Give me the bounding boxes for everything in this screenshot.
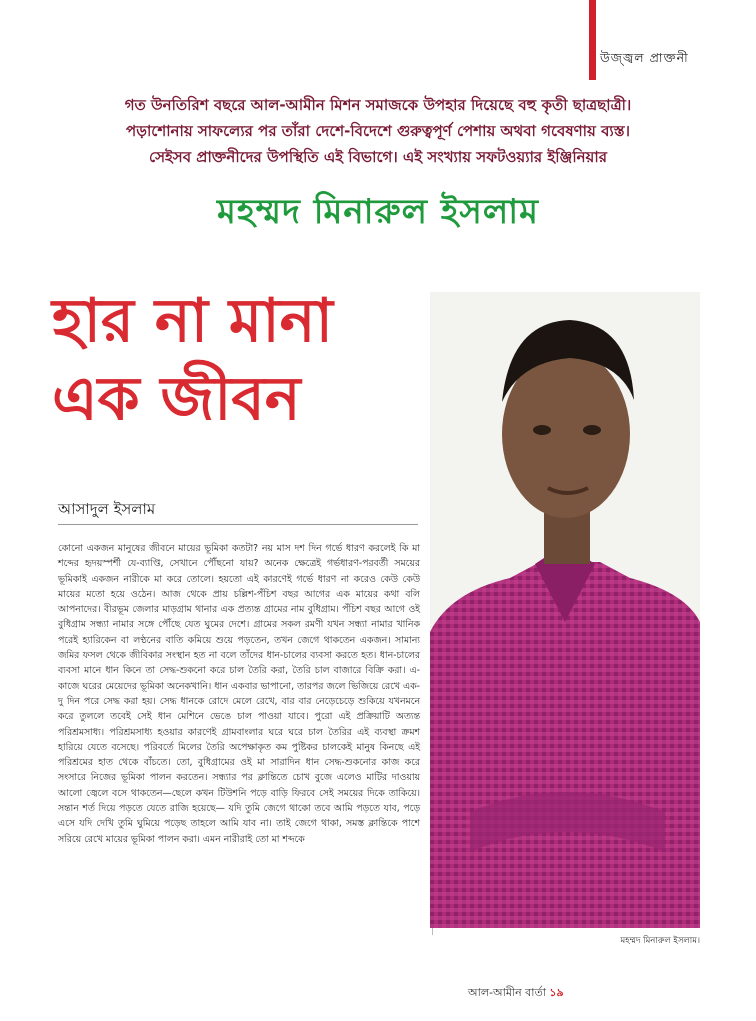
article-body: কোনো একজন মানুষের জীবনে মায়ের ভূমিকা কতটা? নয় মাস দশ দিন গর্ভে ধারণ করলেই কি মা শব্দের হৃদয়স্পর্শী যে-ব্যাপ্তি, সেখানে পৌঁছনো যায়? অনেক ক্ষেত্রেই গর্ভধারণ-পরবর্তী সময়ের ভূমিকাই একজন নারীকে মা করে তোলে। হয়তো এই কারণেই গর্ভে ধারণ না করেও কেউ কেউ মায়ের মতো হয়ে ওঠেন। আজ থেকে প্রায় চল্লিশ-পঁচিশ বছর আগের এক মায়ের কথা বলি আপনাদের। বীরভূম জেলার মাড়গ্রাম থানার এক প্রত্যন্ত গ্রামের নাম বুধিগ্রাম। পঁচিশ বছর আগে ওই বুধিগ্রাম সন্ধ্যা নামার সঙ্গে পৌঁছে যেত ঘুমের দেশে। গ্রামের সকল রমণী যখন সন্ধ্যা নামার খানিক পরেই হ্যারিকেন বা লণ্ঠনের বাতি কমিয়ে শুয়ে পড়তেন, তখন জেগে থাকতেন একজন। সামান্য জমির ফসল থেকে জীবিকার সংস্থান হত না বলে তাঁদের ধান-চালের ব্যবসা করতে হত। ধান-চালের ব্যবসা মানে ধান কিনে তা সেদ্ধ-শুকনো করে চাল তৈরি করা, তৈরি চাল বাজারে বিক্রি করা। এ-কাজে ঘরের মেয়েদের ভূমিকা অনেকখানি। ধান একবার ভাপানো, তারপর জলে ভিজিয়ে রেখে এক-দু দিন পরে সেদ্ধ করা হয়। সেদ্ধ ধানকে রোদে মেলে রেখে, বার বার নেড়েচেড়ে শুকিয়ে যখনমনে করে তুললে তবেই সেই ধান মেশিনে ভেঙে চাল পাওয়া যাবে। পুরো এই প্রক্রিয়াটি অত্যন্ত পরিশ্রমসাধ্য। পরিশ্রমসাধ্য হওয়ার কারণেই গ্রামবাংলার ঘরে ঘরে চাল তৈরির এই ব্যবস্থা ক্রমশ হারিয়ে যেতে বসেছে। পরিবর্তে মিলের তৈরি অপেক্ষাকৃত কম পুষ্টিকর চালকেই মানুষ কিনছে এই পরিশ্রমের হাত থেকে বাঁচতে। তো, বুধিগ্রামের ওই মা সারাদিন ধান সেদ্ধ-শুকনোর কাজ করে সংসারে নিজের ভূমিকা পালন করতেন। সন্ধ্যার পর ক্লান্তিতে চোখ বুজে এলেও মাটির দাওয়ায় আলো জ্বেলে বসে থাকতেন—ছেলে কখন টিউশনি পড়ে বাড়ি ফিরবে সেই সময়ের দিকে তাকিয়ে। সন্তান শর্ত দিয়ে পড়তে যেতে রাজি হয়েছে— যদি তুমি জেগে থাকো তবে আমি পড়তে যাব, পড়ে এসে যদি দেখি তুমি ঘুমিয়ে পড়েছ তাহলে আমি যাব না। তাই জেগে থাকা, সমস্ত ক্লান্তিকে পাশে সরিয়ে রেখে মায়ের ভূমিকা পালন করা। এমন নারীরাই তো মা শব্দকে (58, 543, 420, 845)
intro-line-2: পড়াশোনায় সাফল্যের পর তাঁরা দেশে-বিদেশে গুরুত্বপূর্ণ পেশায় অথবা গবেষণায় ব্যস্ত। (126, 122, 630, 140)
intro-line-1: গত উনতিরিশ বছরে আল-আমীন মিশন সমাজকে উপহার দিয়েছে বহু কৃতী ছাত্রছাত্রী। (124, 96, 632, 114)
article-headline (52, 282, 412, 438)
intro-text (20, 92, 736, 170)
magazine-name: আল-আমীন বার্তা (468, 986, 546, 999)
header-accent-bar (589, 0, 596, 80)
page-footer (468, 984, 564, 1003)
photo-caption: মহম্মদ মিনারুল ইসলাম। (620, 936, 700, 946)
author-byline: আসাদুল ইসলাম (58, 500, 156, 518)
byline-divider (58, 524, 418, 525)
page-number: ১৯ (549, 986, 564, 999)
alumnus-name: মহম্মদ মিনারুল ইসলাম (217, 192, 539, 232)
headline-line-2: এক জীবন (52, 364, 301, 434)
section-label: উজ্জ্বল প্রাক্তনী (600, 50, 689, 65)
portrait-illustration (430, 292, 700, 928)
portrait-photo (430, 292, 700, 928)
intro-line-3: সেইসব প্রাক্তনীদের উপস্থিতি এই বিভাগে। এই সংখ্যায় সফটওয়্যার ইঞ্জিনিয়ার (148, 148, 607, 166)
headline-line-1: হার না মানা (52, 286, 333, 356)
